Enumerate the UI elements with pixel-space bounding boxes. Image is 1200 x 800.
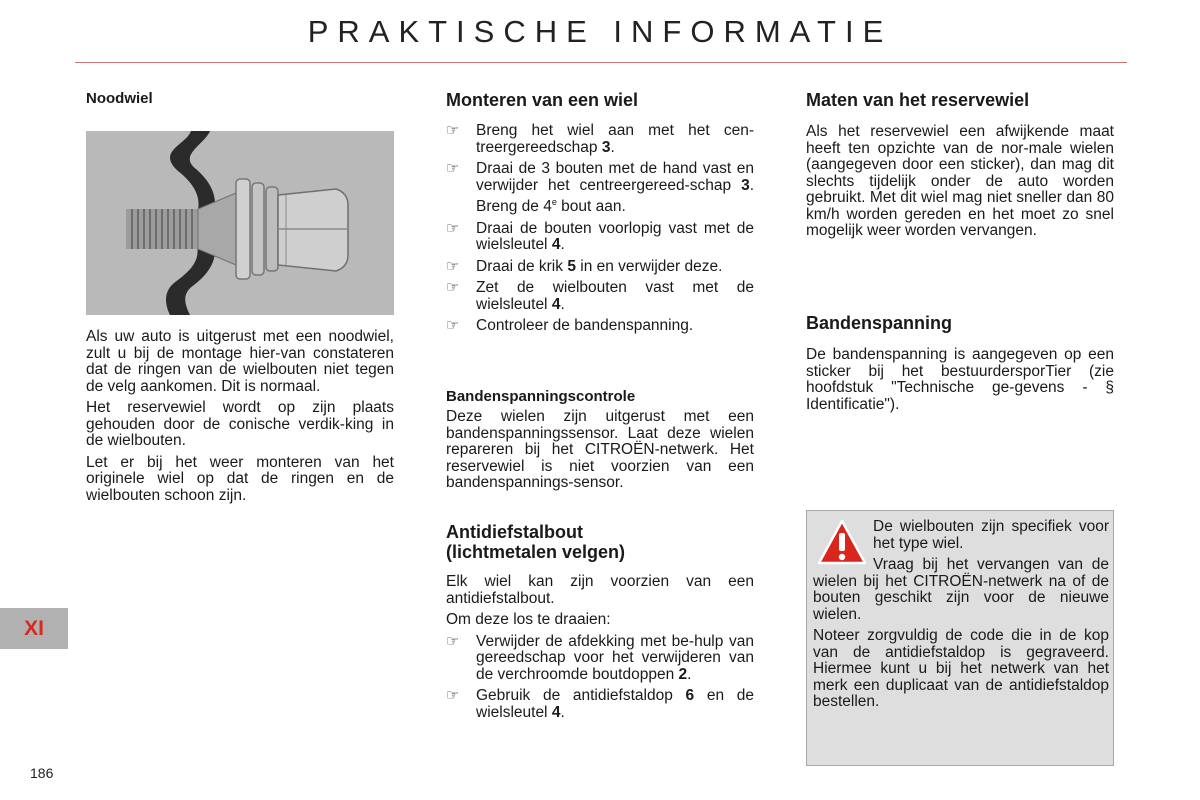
noodwiel-text	[86, 329, 394, 509]
list-item: ☞ Draai de krik 5 in en verwijder deze.	[446, 257, 723, 275]
pointing-hand-icon: ☞	[446, 687, 460, 704]
title-divider	[75, 62, 1127, 63]
pointing-hand-icon: ☞	[446, 317, 460, 335]
bandenspanningscontrole-heading: Bandenspanningscontrole	[446, 388, 636, 405]
list-item: ☞ Breng het wiel aan met het cen-treergereedschap 3.	[446, 122, 754, 156]
antidiefstalbout-section	[446, 522, 754, 726]
pointing-hand-icon: ☞	[446, 219, 460, 237]
bandenspanning-text: De bandenspanning is aangegeven op een sticker bij het bestuurdersporTier (zie hoofdstuk "Technische ge-gevens - § Identificatie").	[806, 346, 1114, 413]
section-tab: XI	[0, 608, 68, 649]
bandenspanningscontrole-section	[446, 388, 754, 497]
noodwiel-paragraph-3: Let er bij het weer monteren van het originele wiel op dat de ringen en de wielbouten schoon zijn.	[86, 453, 394, 504]
warning-text	[813, 519, 1109, 716]
bandenspanning-section	[806, 313, 1114, 418]
bandenspanningscontrole-text: Deze wielen zijn uitgerust met een bandenspanningssensor. Laat deze wielen repareren bij het CITROËN-netwerk. Het reservewiel is niet voorzien van een bandenspannings-sensor.	[446, 408, 754, 491]
pointing-hand-icon: ☞	[446, 160, 460, 177]
column-monteren	[446, 90, 754, 340]
monteren-steps	[446, 123, 754, 335]
list-item: ☞ Gebruik de antidiefstaldop 6 en de wielsleutel 4.	[446, 687, 754, 721]
antidiefstalbout-paragraph-2: Om deze los te draaien:	[446, 611, 611, 628]
reservewiel-text: Als het reservewiel een afwijkende maat heeft ten opzichte van de nor-male wielen (aangegeven door een sticker), dan mag dit slechts tijdelijk onder de auto worden gebruikt. Met dit wiel mag niet sneller dan 80 km/h worden gereden en het moet zo snel mogelijk weer worden vervangen.	[806, 123, 1114, 239]
list-item: ☞ Draai de bouten voorlopig vast met de wielsleutel 4.	[446, 219, 754, 254]
list-item: ☞ Verwijder de afdekking met be-hulp van gereedschap voor het verwijderen van de verchroomde boutdoppen 2.	[446, 632, 754, 683]
list-item: ☞ Controleer de bandenspanning.	[446, 317, 694, 335]
column-noodwiel	[86, 90, 394, 107]
page-title: PRAKTISCHE INFORMATIE	[307, 14, 893, 49]
pointing-hand-icon: ☞	[446, 122, 460, 139]
warning-paragraph-1: De wielbouten zijn specifiek voor het type wiel.	[873, 518, 1109, 552]
pointing-hand-icon: ☞	[446, 257, 460, 275]
list-item: ☞ Draai de 3 bouten met de hand vast en verwijder het centreergereed-schap 3. Breng de 4e bout aan.	[446, 160, 754, 216]
reservewiel-heading: Maten van het reservewiel	[806, 90, 1030, 110]
page-number: 186	[30, 765, 54, 781]
noodwiel-heading: Noodwiel	[86, 90, 153, 107]
monteren-heading: Monteren van een wiel	[446, 90, 639, 110]
noodwiel-paragraph-2: Het reservewiel wordt op zijn plaats gehouden door de conische verdik-king in de wielbouten.	[86, 399, 394, 449]
noodwiel-paragraph-1: Als uw auto is uitgerust met een noodwiel, zult u bij de montage hier-van constateren dat de ringen van de wielbouten niet tegen de velg aankomen. Dit is normaal.	[86, 328, 394, 395]
column-reservewiel	[806, 90, 1114, 245]
warning-paragraph-3: Noteer zorgvuldig de code die in de kop van de antidiefstaldop is gegraveerd. Hiermee kunt u bij het netwerk van het merk een duplicaat van de antidiefstaldop bestellen.	[813, 627, 1109, 710]
wheel-bolt-illustration	[86, 131, 394, 315]
warning-paragraph-2: Vraag bij het vervangen van de wielen bij het CITROËN-netwerk na of de bouten geschikt zijn voor de nieuwe wielen.	[813, 556, 1109, 623]
list-item: ☞ Zet de wielbouten vast met de wielsleutel 4.	[446, 279, 754, 313]
antidiefstalbout-steps	[446, 634, 754, 722]
warning-box	[806, 510, 1114, 766]
bandenspanning-heading: Bandenspanning	[806, 313, 953, 333]
antidiefstalbout-paragraph-1: Elk wiel kan zijn voorzien van een antidiefstalbout.	[446, 573, 754, 607]
pointing-hand-icon: ☞	[446, 632, 460, 650]
pointing-hand-icon: ☞	[446, 279, 460, 297]
antidiefstalbout-heading: Antidiefstalbout (lichtmetalen velgen)	[446, 522, 626, 562]
